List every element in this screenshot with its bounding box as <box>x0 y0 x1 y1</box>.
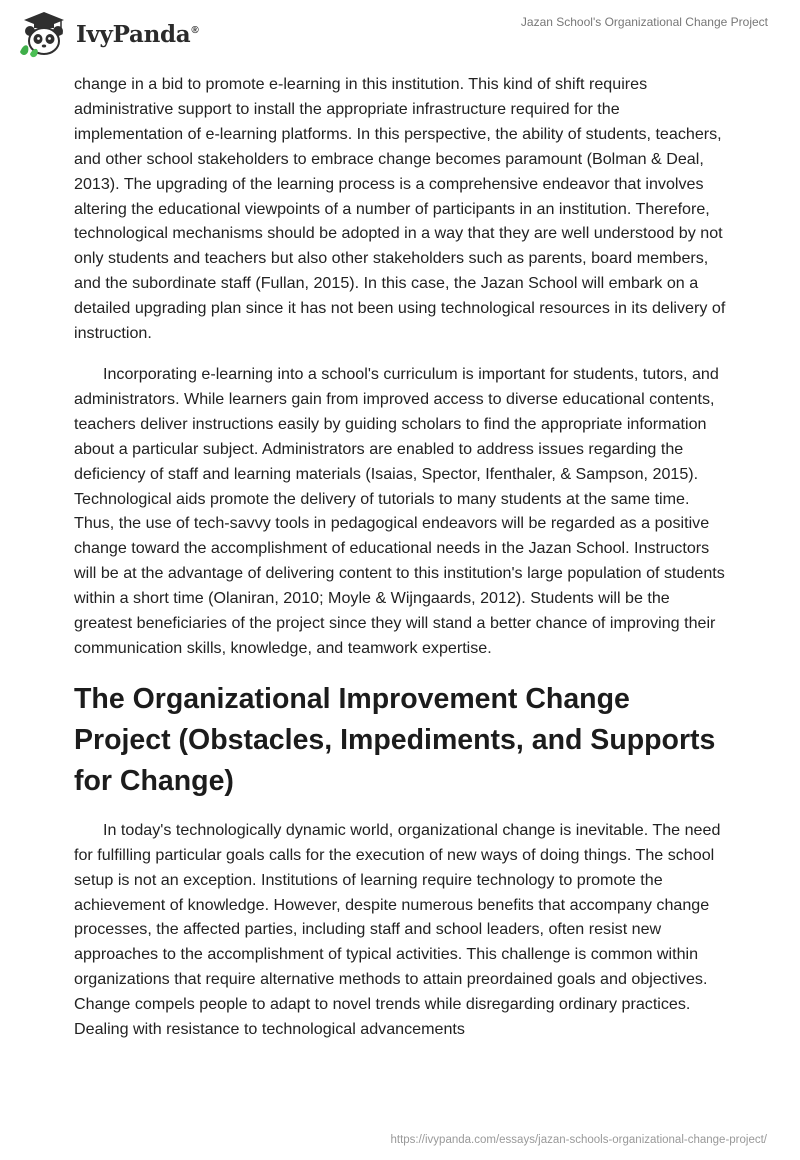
essay-paragraph: In today's technologically dynamic world, organizational change is inevitable. The need for fulfilling particular goals calls for the execution of new ways of doing things. The school setup is not an exception. Institutions of learning require technology to promote the achievement of knowledge. However, despite numerous benefits that accompany change processes, the affected parties, including staff and school leaders, often resist new approaches to the accomplishment of typical activities. This challenge is common within organizations that require alternative methods to attain preordained goals and objectives. Change compels people to adapt to novel trends while disregarding ordinary practices. Dealing with resistance to technological advancements <box>74 820 721 1039</box>
panda-graduate-icon <box>14 8 70 58</box>
page-header <box>0 0 800 66</box>
source-url-link[interactable]: https://ivypanda.com/essays/jazan-schools-organizational-change-project/ <box>390 1134 767 1146</box>
brand-name: IvyPanda® <box>76 20 199 48</box>
essay-paragraph: change in a bid to promote e-learning in this institution. This kind of shift requires administrative support to install the appropriate infrastructure required for the implementation of e-learning platforms. In this perspective, the ability of students, teachers, and other school stakeholders to embrace change becomes paramount (Bolman & Deal, 2013). The upgrading of the learning process is a comprehensive endeavor that involves altering the educational viewpoints of a number of participants in an institution. Therefore, technological mechanisms should be adopted in a way that they are well understood by not only students and teachers but also other stakeholders such as parents, board members, and the subordinate staff (Fullan, 2015). In this case, the Jazan School will embark on a detailed upgrading plan since it has not been using technological resources in its delivery of instruction. <box>74 75 726 343</box>
essay-paragraph: Incorporating e-learning into a school's curriculum is important for students, tutors, and administrators. While learners gain from improved access to diverse educational contents, teachers deliver instructions easily by guiding scholars to find the appropriate information about a particular subject. Administrators are enabled to address issues regarding the deficiency of staff and learning materials (Isaias, Spector, Ifenthaler, & Sampson, 2015). Technological aids promote the delivery of tutorials to many students at the same time. Thus, the use of tech-savvy tools in pedagogical endeavors will be regarded as a positive change toward the accomplishment of educational needs in the Jazan School. Instructors will be at the advantage of delivering content to this institution's large population of students within a short time (Olaniran, 2010; Moyle & Wijngaards, 2012). Students will be the greatest beneficiaries of the project since they will stand a better chance of improving their communication skills, knowledge, and teamwork expertise. <box>74 364 725 657</box>
registered-trademark: ® <box>191 24 199 36</box>
essay-content <box>74 72 726 1058</box>
section-heading: The Organizational Improvement Change Project (Obstacles, Impediments, and Supports for Change) <box>74 682 716 797</box>
ivypanda-logo-link[interactable] <box>14 8 198 58</box>
document-title: Jazan School's Organizational Change Project <box>520 15 768 29</box>
